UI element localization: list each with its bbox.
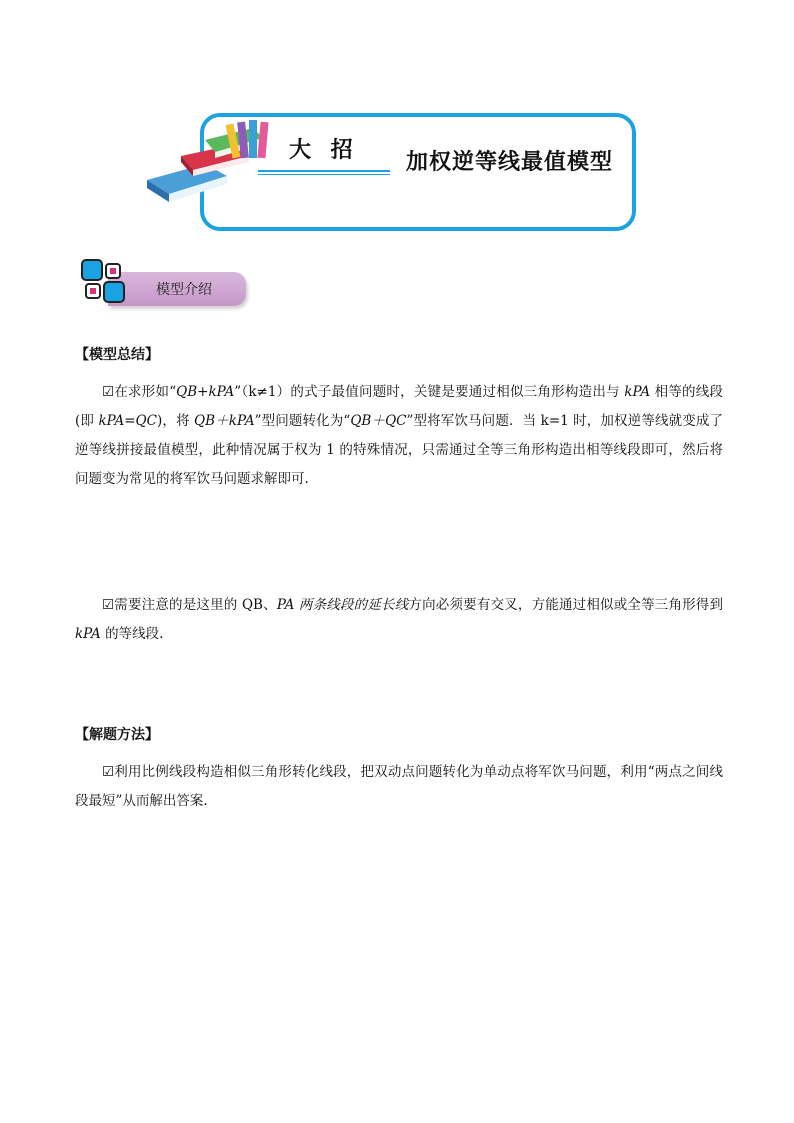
- squares-icon: [80, 258, 128, 306]
- banner-tag: 大 招: [289, 138, 359, 163]
- banner-underline-thin: [258, 174, 390, 175]
- section-label: 模型介绍: [156, 282, 212, 298]
- books-icon: [145, 118, 275, 204]
- banner-underline: [258, 170, 390, 172]
- summary-heading: 【模型总结】: [75, 347, 159, 363]
- page-title: 加权逆等线最值模型: [406, 150, 614, 175]
- summary-paragraph-2: ☑需要注意的是这里的 QB、PA 两条线段的延长线方向必须要有交叉，方能通过相似或全等三角形得到 kPA 的等线段.: [75, 597, 723, 642]
- method-heading: 【解题方法】: [75, 727, 159, 743]
- method-paragraph: ☑利用比例线段构造相似三角形转化线段，把双动点问题转化为单动点将军饮马问题，利用“两点之间线段最短”从而解出答案.: [75, 764, 723, 809]
- summary-paragraph-1: ☑在求形如“QB+kPA”（k≠1）的式子最值问题时，关键是要通过相似三角形构造出与 kPA 相等的线段(即 kPA=QC)，将 QB＋kPA”型问题转化为“QB＋QC”型将军饮马问题．当 k=1 时，加权逆等线就变成了逆等线拼接最值模型，此种情况属于权为 1 的特殊情况，只需通过全等三角形构造出相等线段即可，然后将问题变为常见的将军饮马问题求解即可.: [75, 384, 723, 487]
